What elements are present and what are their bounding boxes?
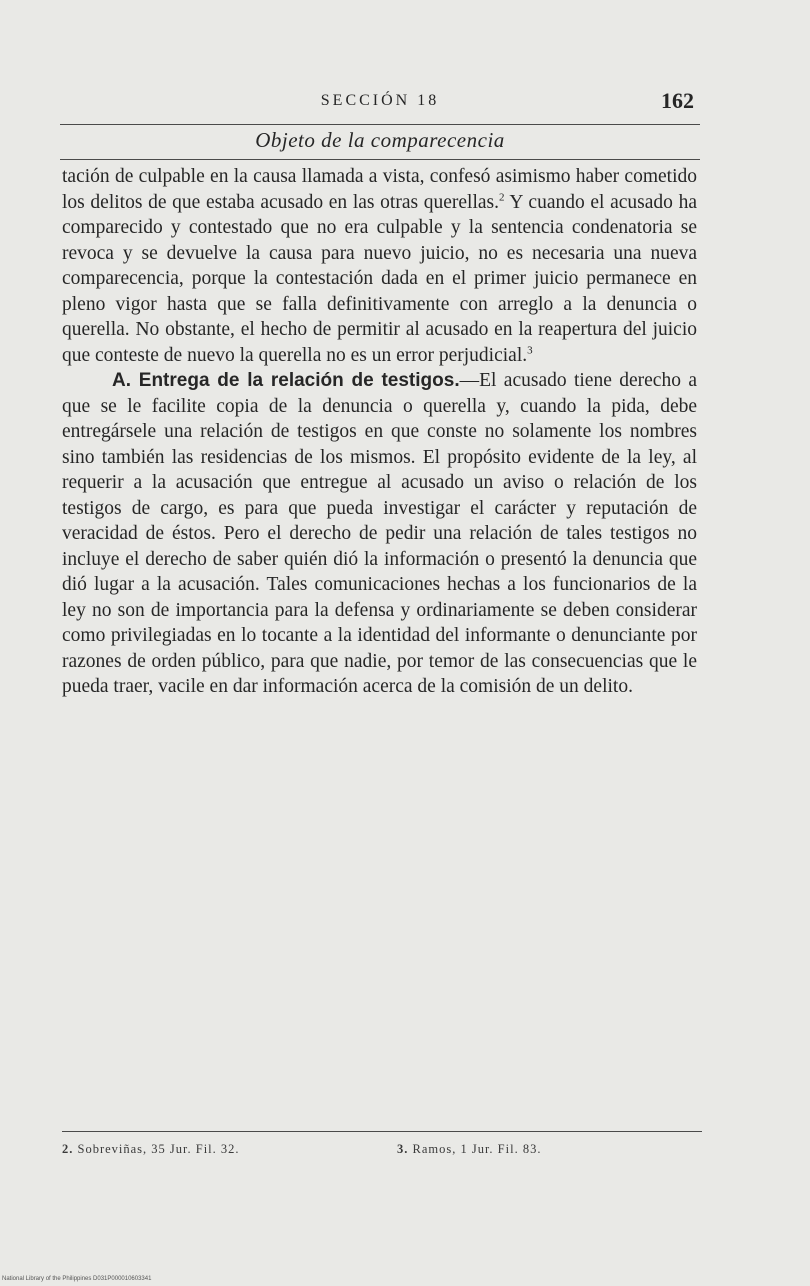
footnote-number: 3. — [397, 1142, 409, 1156]
page-number: 162 — [661, 88, 694, 113]
paragraph-text: Y cuando el acusado ha comparecido y contestado que no era culpable y la sentencia condenatoria se revoca y se devuelve la causa para nuevo juicio, no es necesaria una nueva comparecencia, porque la contestación dada en el primer juicio permanece en pleno vigor hasta que se falla definitivamente con arreglo a la denuncia o querella. No obstante, el hecho de permitir al acusado en la reapertura del juicio que conteste de nuevo la querella no es un error perjudicial. — [62, 191, 697, 366]
page-subtitle: Objeto de la comparecencia — [255, 128, 505, 152]
scan-credit: National Library of the Philippines D031P000010603341 — [2, 1276, 152, 1282]
footnote-ref: 3 — [527, 344, 533, 356]
paragraph — [62, 164, 697, 368]
section-title: SECCIÓN 18 — [320, 92, 440, 109]
footnote-rule — [62, 1131, 702, 1132]
footnote-text: Ramos, 1 Jur. Fil. 83. — [412, 1142, 542, 1156]
body-text — [62, 164, 697, 700]
running-header — [60, 88, 700, 118]
paragraph-text: tación de culpable en la causa llamada a vista, confesó asimismo haber cometido los delitos de que estaba acusado en las otras querellas. — [62, 166, 697, 213]
footnote-number: 2. — [62, 1142, 74, 1156]
section-heading: A. Entrega de la relación de testigos. — [112, 370, 460, 391]
footnote-text: Sobreviñas, 35 Jur. Fil. 32. — [77, 1142, 240, 1156]
header-rule — [60, 124, 700, 125]
paragraph — [62, 368, 697, 700]
subtitle-rule — [60, 159, 700, 160]
footnote — [397, 1142, 541, 1157]
paragraph-text: —El acusado tiene derecho a que se le facilite copia de la denuncia o querella y, cuando la pida, debe entregársele una relación de testigos en que conste no solamente los nombres sino también las residencias de los mismos. El propósito evidente de la ley, al requerir a la acusación que entregue al acusado un aviso o relación de los testigos de cargo, es para que pueda investigar el carácter y reputación de veracidad de éstos. Pero el derecho de pedir una relación de tales testigos no incluye el derecho de saber quién dió la información o presentó la denuncia que dió lugar a la acusación. Tales comunicaciones hechas a los funcionarios de la ley no son de importancia para la defensa y ordinariamente se deben considerar como privilegiadas en lo tocante a la identidad del informante o denunciante por razones de orden público, para que nadie, por temor de las consecuencias que le pueda traer, vacile en dar información acerca de la comisión de un delito. — [62, 370, 697, 697]
footnote — [62, 1142, 240, 1157]
footnote-ref: 2 — [498, 191, 505, 203]
